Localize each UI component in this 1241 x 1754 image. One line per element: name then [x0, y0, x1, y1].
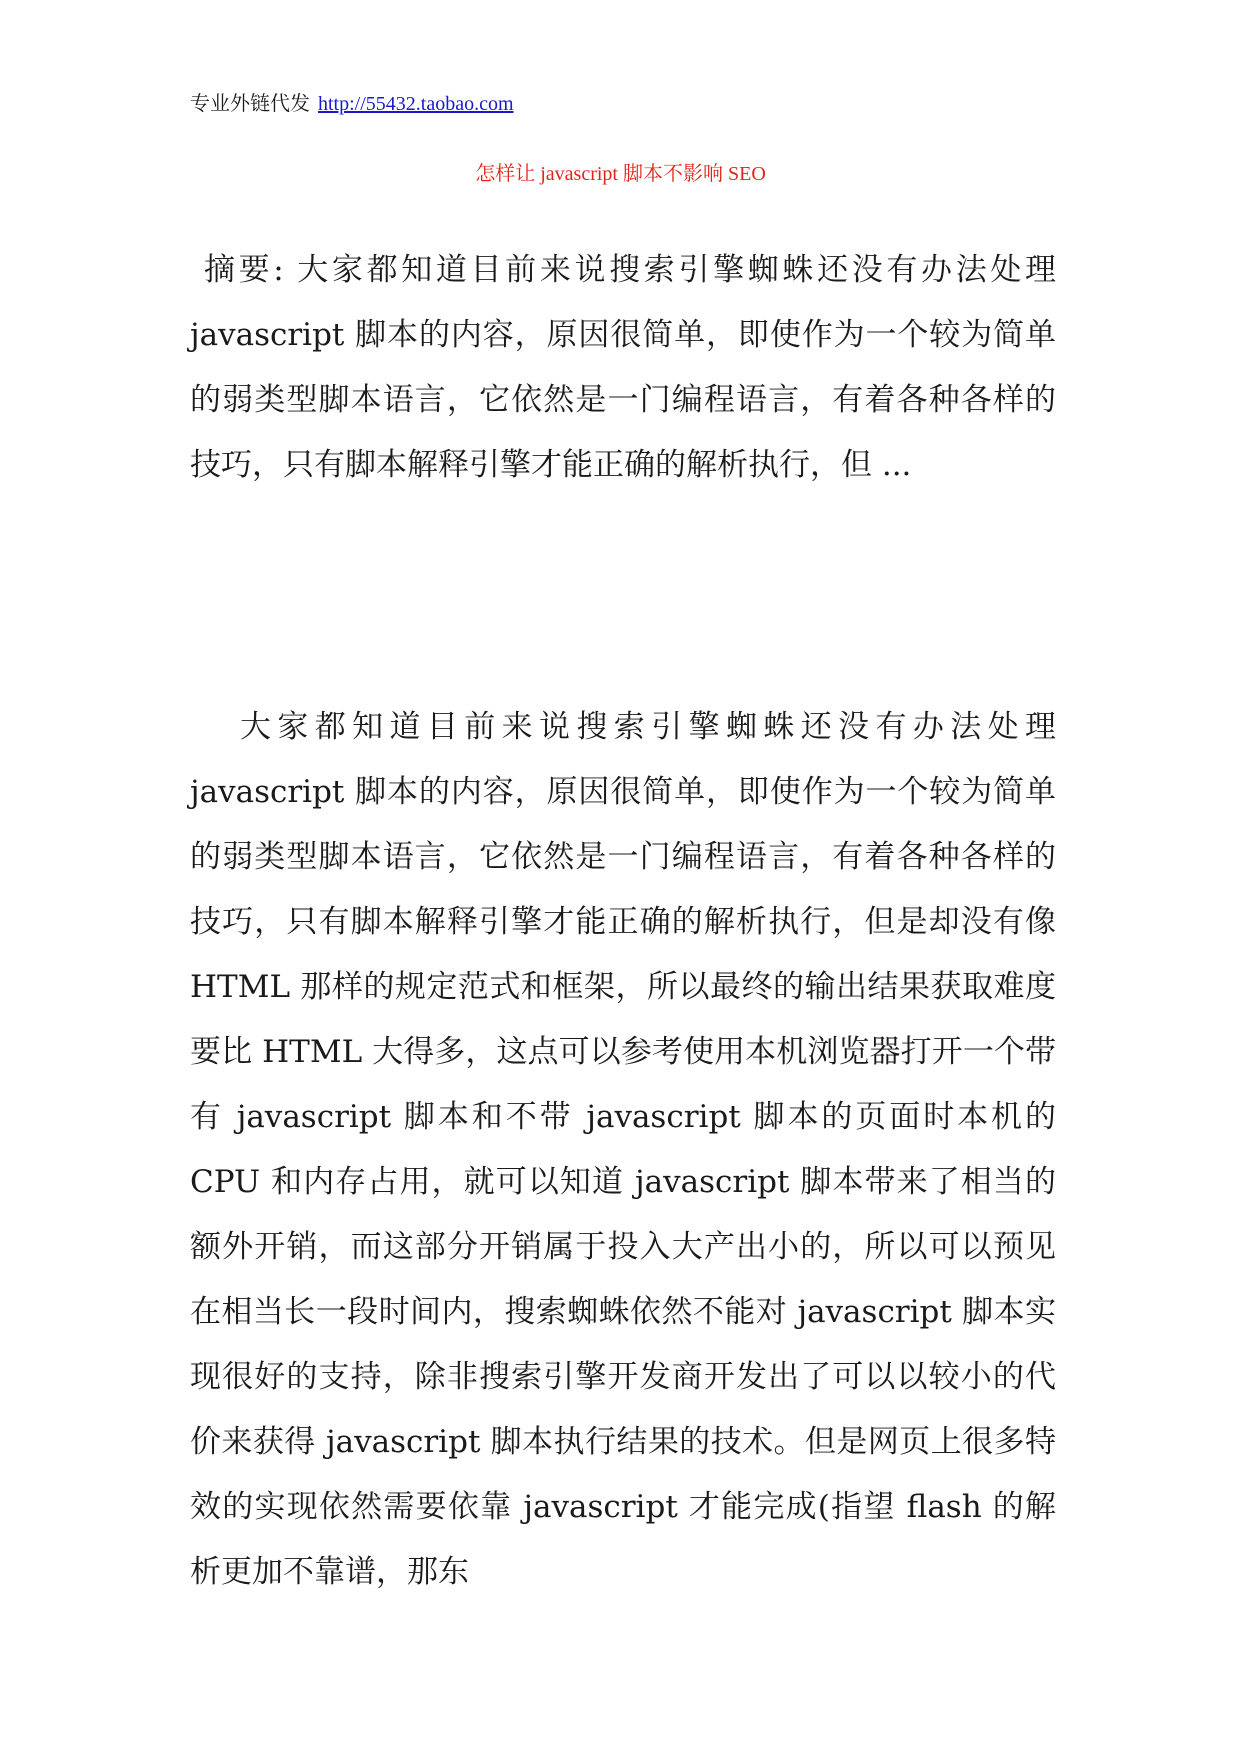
- abstract-paragraph: 摘要: 大家都知道目前来说搜索引擎蜘蛛还没有办法处理 javascript 脚本的内容，原因很简单，即使作为一个较为简单的弱类型脚本语言，它依然是一门编程语言，有着各种各样的技巧，只有脚本解释引擎才能正确的解析执行，但 ...: [190, 252, 1056, 483]
- header-link[interactable]: http://55432.taobao.com: [318, 93, 514, 115]
- body-paragraph: 大家都知道目前来说搜索引擎蜘蛛还没有办法处理 javascript 脚本的内容，原因很简单，即使作为一个较为简单的弱类型脚本语言，它依然是一门编程语言，有着各种各样的技巧，只有脚本解释引擎才能正确的解析执行，但是却没有像 HTML 那样的规定范式和框架，所以最终的输出结果获取难度要比 HTML 大得多，这点可以参考使用本机浏览器打开一个带有 javascript 脚本和不带 javascript 脚本的页面时本机的 CPU 和内存占用，就可以知道 javascript 脚本带来了相当的额外开销，而这部分开销属于投入大产出小的，所以可以预见在相当长一段时间内，搜索蜘蛛依然不能对 javascript 脚本实现很好的支持，除非搜索引擎开发商开发出了可以以较小的代价来获得 javascript 脚本执行结果的技术。但是网页上很多特效的实现依然需要依靠 javascript 才能完成(指望 flash 的解析更加不靠谱，那东: [190, 709, 1056, 1590]
- page-header: [190, 90, 514, 118]
- document-title: 怎样让 javascript 脚本不影响 SEO: [475, 163, 766, 185]
- header-label: 专业外链代发: [190, 93, 310, 115]
